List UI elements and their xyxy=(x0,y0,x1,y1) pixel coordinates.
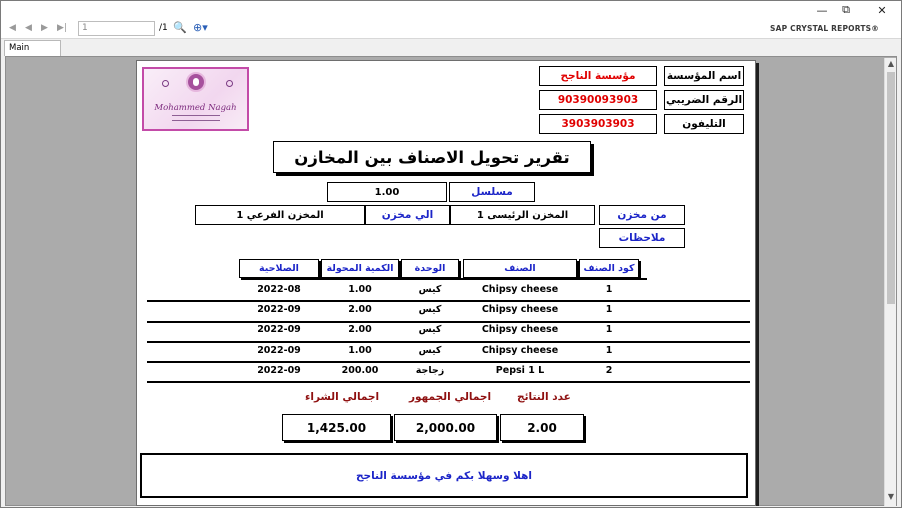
tax-value: 90390093903 xyxy=(539,90,657,110)
tab-main-report[interactable]: Main xyxy=(4,40,61,56)
row-unit: كيس xyxy=(418,345,442,356)
row-expiry: 2022-08 xyxy=(257,284,301,295)
last-page-icon[interactable]: ▶| xyxy=(57,23,67,33)
purchase-total-label: اجمالي الشراء xyxy=(305,391,380,403)
phone-value: 3903903903 xyxy=(539,114,657,134)
row-qty: 200.00 xyxy=(341,365,379,376)
row-qty: 1.00 xyxy=(348,284,372,295)
scrollbar-thumb[interactable] xyxy=(887,72,895,304)
logo-dot xyxy=(162,80,169,87)
row-divider xyxy=(147,341,750,343)
column-header-qty: الكمية المحولة xyxy=(321,259,399,278)
page-number-input[interactable]: 1 xyxy=(78,21,155,36)
row-code: 1 xyxy=(605,345,613,356)
row-divider xyxy=(147,300,750,302)
header-underline xyxy=(247,278,647,280)
previous-page-icon[interactable]: ◀ xyxy=(25,23,32,33)
row-item: Chipsy cheese xyxy=(481,304,559,315)
row-code: 1 xyxy=(605,304,613,315)
row-expiry: 2022-09 xyxy=(257,345,301,356)
logo-line xyxy=(172,115,220,116)
to-store-label: الي مخزن xyxy=(365,205,450,225)
report-page xyxy=(136,60,756,506)
row-qty: 2.00 xyxy=(348,324,372,335)
row-unit: كيس xyxy=(418,304,442,315)
count-label: عدد النتائج xyxy=(517,391,571,403)
vertical-scrollbar[interactable] xyxy=(884,58,896,506)
row-unit: كيس xyxy=(418,284,442,295)
logo-emblem xyxy=(186,72,206,92)
row-qty: 2.00 xyxy=(348,304,372,315)
logo-name: Mohammed Nagah xyxy=(154,103,237,113)
logo-dot xyxy=(226,80,233,87)
close-button[interactable]: ✕ xyxy=(877,3,887,17)
serial-label: مسلسل xyxy=(449,182,535,202)
to-store-value: المخزن الفرعي 1 xyxy=(195,205,365,225)
row-unit: كيس xyxy=(418,324,442,335)
row-code: 1 xyxy=(605,284,613,295)
column-header-item: الصنف xyxy=(463,259,577,278)
first-page-icon[interactable]: ◀ xyxy=(9,23,16,33)
row-expiry: 2022-09 xyxy=(257,365,301,376)
next-page-icon[interactable]: ▶ xyxy=(41,23,48,33)
find-icon[interactable]: 🔍 xyxy=(173,21,187,34)
public-total-value: 2,000.00 xyxy=(394,414,497,441)
row-unit: زجاجة xyxy=(415,365,445,376)
row-code: 1 xyxy=(605,324,613,335)
row-divider xyxy=(147,361,750,363)
from-store-label: من مخزن xyxy=(599,205,685,225)
report-title: تقرير تحويل الاصناف بين المخازن xyxy=(273,141,591,173)
row-item: Pepsi 1 L xyxy=(495,365,545,376)
row-expiry: 2022-09 xyxy=(257,304,301,315)
tab-strip xyxy=(1,39,901,56)
notes-label: ملاحظات xyxy=(599,228,685,248)
column-header-unit: الوحدة xyxy=(401,259,459,278)
row-qty: 1.00 xyxy=(348,345,372,356)
row-item: Chipsy cheese xyxy=(481,345,559,356)
restore-button[interactable]: ⧉ xyxy=(842,3,850,16)
minimize-button[interactable]: — xyxy=(816,3,828,17)
column-header-code: كود الصنف xyxy=(579,259,639,278)
page-shadow xyxy=(756,63,759,506)
tax-label: الرقم الضريبي xyxy=(664,90,744,110)
footer-message: اهلا وسهلا بكم في مؤسسة الناجح xyxy=(140,453,748,498)
title-bar xyxy=(1,1,901,19)
row-divider xyxy=(147,381,750,383)
sap-crystal-brand: SAP CRYSTAL REPORTS® xyxy=(770,24,879,33)
zoom-icon[interactable]: ⊕▾ xyxy=(193,21,208,34)
serial-value: 1.00 xyxy=(327,182,447,202)
company-label: اسم المؤسسة xyxy=(664,66,744,86)
viewer-toolbar xyxy=(1,19,901,39)
row-divider xyxy=(147,321,750,323)
phone-label: التليفون xyxy=(664,114,744,134)
scroll-down-icon[interactable]: ▼ xyxy=(887,492,895,501)
company-logo xyxy=(142,67,249,131)
count-value: 2.00 xyxy=(500,414,584,441)
column-header-expiry: الصلاحية xyxy=(239,259,319,278)
public-total-label: اجمالي الجمهور xyxy=(409,391,492,403)
report-canvas xyxy=(5,56,897,506)
row-item: Chipsy cheese xyxy=(481,324,559,335)
logo-line xyxy=(172,120,220,121)
row-code: 2 xyxy=(605,365,613,376)
scroll-up-icon[interactable]: ▲ xyxy=(887,59,895,68)
row-item: Chipsy cheese xyxy=(481,284,559,295)
row-expiry: 2022-09 xyxy=(257,324,301,335)
company-value: مؤسسة الناجح xyxy=(539,66,657,86)
page-total: /1 xyxy=(159,23,168,33)
from-store-value: المخزن الرئيسى 1 xyxy=(450,205,595,225)
purchase-total-value: 1,425.00 xyxy=(282,414,391,441)
